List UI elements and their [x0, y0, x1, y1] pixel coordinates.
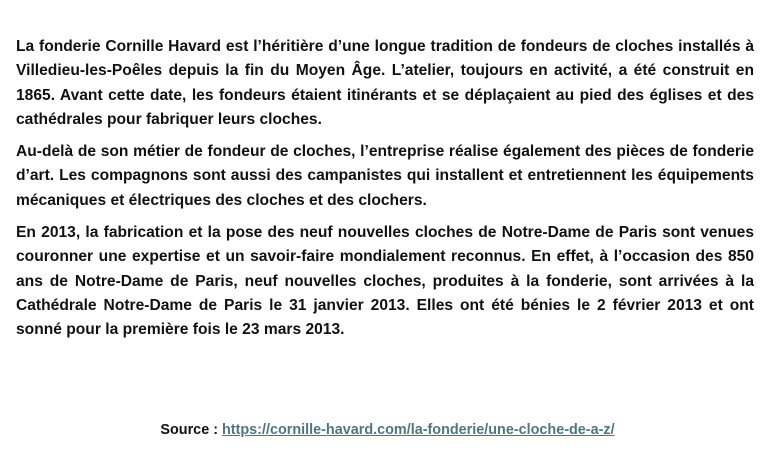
paragraph-activities: Au-delà de son métier de fondeur de cloches, l’entreprise réalise également des pièces de fonderie d’art. Les compagnons sont aussi des campanistes qui installent et entretiennent les équipements mécaniques et électriques des cloches et des clochers.	[16, 143, 754, 209]
source-line	[0, 420, 775, 440]
source-link[interactable]: https://cornille-havard.com/la-fonderie/une-cloche-de-a-z/	[221, 422, 615, 438]
paragraph-history: La fonderie Cornille Havard est l’héritière d’une longue tradition de fondeurs de cloches installés à Villedieu-les-Poêles depuis la fin du Moyen Âge. L’atelier, toujours en activité, a été construit en 1865. Avant cette date, les fondeurs étaient itinérants et se déplaçaient au pied des églises et des cathédrales pour fabriquer leurs cloches.	[16, 38, 754, 128]
source-label: Source :	[160, 422, 222, 438]
paragraph-notre-dame: En 2013, la fabrication et la pose des neuf nouvelles cloches de Notre-Dame de Paris sont venues couronner une expertise et un savoir-faire mondialement reconnus. En effet, à l’occasion des 850 ans de Notre-Dame de Paris, neuf nouvelles cloches, produites à la fonderie, sont arrivées à la Cathédrale Notre-Dame de Paris le 31 janvier 2013. Elles ont été bénies le 2 février 2013 et ont sonné pour la première fois le 23 mars 2013.	[16, 224, 754, 339]
document-body	[16, 35, 754, 351]
